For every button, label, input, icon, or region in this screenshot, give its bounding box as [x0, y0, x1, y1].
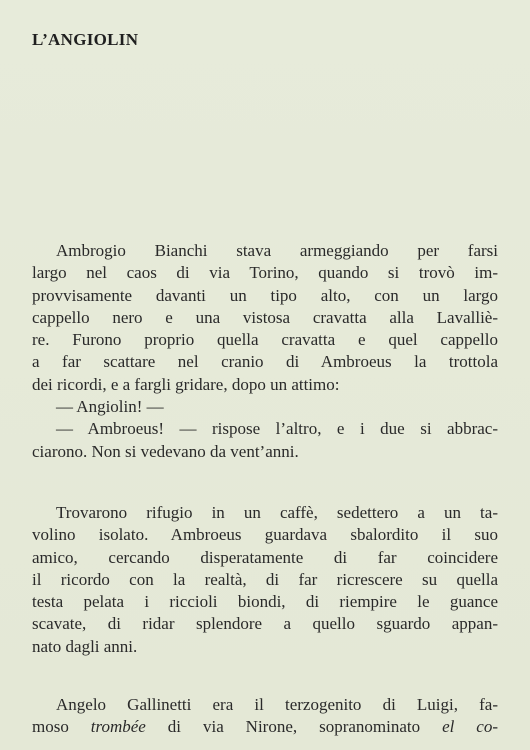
text-line: a far scattare nel cranio di Ambroeus la trottola — [32, 352, 498, 372]
text-line — [32, 716, 498, 738]
text-segment: di via Nirone, sopranominato — [145, 717, 443, 737]
italic-term: trombée — [90, 717, 146, 737]
paragraph-1 — [32, 240, 498, 463]
paragraph-2 — [32, 502, 498, 658]
text-line: dei ricordi, e a fargli gridare, dopo un attimo: — [32, 374, 340, 394]
text-line: amico, cercando disperatamente di far coincidere — [32, 547, 498, 567]
text-line: Trovarono rifugio in un caffè, sedettero a un ta- — [56, 503, 498, 522]
text-line: testa pelata i riccioli biondi, di riempire le guance — [32, 592, 498, 612]
text-line: nato dagli anni. — [32, 636, 138, 656]
text-line: il ricordo con la realtà, di far ricrescere su quella — [32, 569, 498, 589]
text-line: Angelo Gallinetti era il terzogenito di Luigi, fa- — [56, 695, 498, 714]
chapter-title: L’ANGIOLIN — [32, 30, 139, 49]
text-line: largo nel caos di via Torino, quando si trovò im- — [32, 263, 498, 283]
dialogue-line: — Angiolin! — — [56, 397, 164, 417]
italic-term: el co- — [442, 717, 498, 737]
text-line: re. Furono proprio quella cravatta e quel cappello — [32, 330, 498, 350]
text-line: volino isolato. Ambroeus guardava sbalordito il suo — [32, 525, 498, 545]
text-segment: moso — [32, 717, 91, 737]
text-line: Ambrogio Bianchi stava armeggiando per farsi — [56, 241, 498, 260]
text-line: ciarono. Non si vedevano da vent’anni. — [32, 441, 299, 461]
dialogue-line: — Ambroeus! — rispose l’altro, e i due si abbrac- — [56, 419, 498, 439]
text-line: provvisamente davanti un tipo alto, con un largo — [32, 285, 498, 305]
text-line: cappello nero e una vistosa cravatta alla Lavalliè- — [32, 307, 498, 327]
paragraph-3 — [32, 694, 498, 739]
text-line: scavate, di ridar splendore a quello sguardo appan- — [32, 614, 498, 634]
